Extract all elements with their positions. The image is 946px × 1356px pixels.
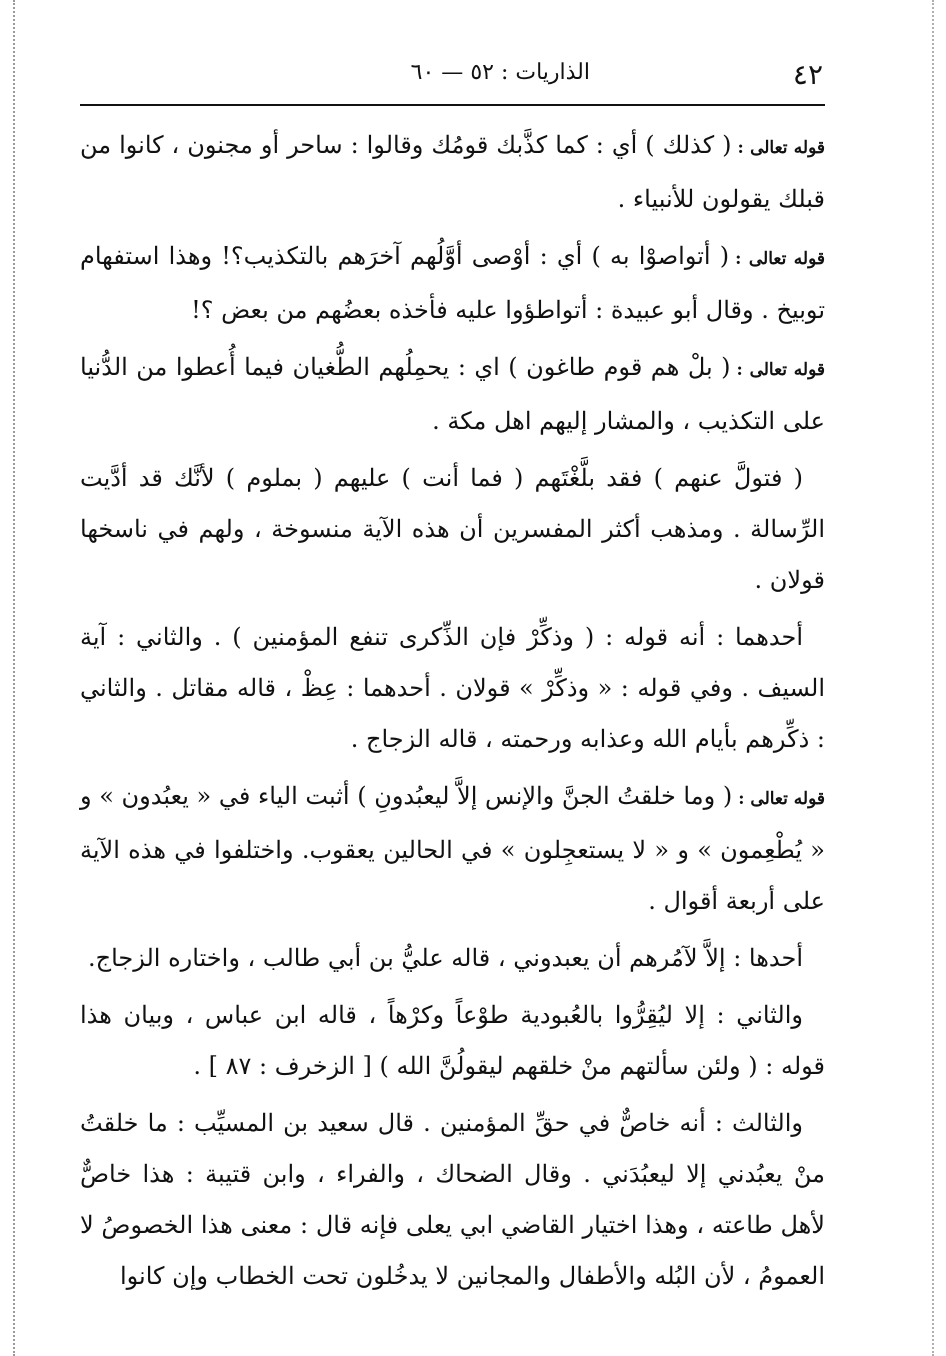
- paragraph-5: [80, 612, 825, 765]
- verse-lead: قوله تعالى :: [736, 360, 825, 380]
- paragraph-text: أحدها : إلاَّ لآمُرهم أن يعبدوني ، قاله عليُّ بن أبي طالب ، واختاره الزجاج.: [87, 944, 803, 972]
- verse-lead: قوله تعالى :: [735, 249, 825, 269]
- paragraph-text: ( أتواصوْا به ) أي : أوْصى أوَّلُهم آخرَهم بالتكذيب؟! وهذا استفهام توبيخ . وقال أبو عبيدة : أتواطؤوا عليه فأخذه بعضُهم من بعض ؟!: [80, 242, 825, 324]
- paragraph-7: [80, 933, 825, 984]
- paragraph-1: [80, 120, 825, 225]
- verse-lead: قوله تعالى :: [738, 789, 825, 809]
- page-header: [80, 50, 825, 100]
- paragraph-6: [80, 771, 825, 927]
- body-text: [80, 120, 825, 1302]
- paragraph-9: [80, 1098, 825, 1302]
- paragraph-text: ( فتولَّ عنهم ) فقد بلَّغْتَهم ( فما أنت ) عليهم ( بملوم ) لأنَّك قد أدَّيت الرِّسالة . ومذهب أكثر المفسرين أن هذه الآية منسوخة ، ولهم في ناسخها قولان .: [80, 464, 825, 594]
- quran-reference: [ الزخرف : ٨٧ ] .: [193, 1052, 372, 1080]
- right-scan-edge: [932, 0, 934, 1356]
- paragraph-4: [80, 453, 825, 606]
- header-rule: [80, 104, 825, 106]
- paragraph-text: أحدهما : أنه قوله : ( وذكِّرْ فإن الذِّكرى تنفع المؤمنين ) . والثاني : آية السيف . وفي قوله : « وذكِّرْ » قولان . أحدهما : عِظْ ، قاله مقاتل . والثاني : ذكِّرهم بأيام الله وعذابه ورحمته ، قاله الزجاج .: [80, 623, 825, 753]
- paragraph-text: ( وما خلقتُ الجنَّ والإنس إلاَّ ليعبُدونِ ) أثبت الياء في « يعبُدون » و « يُطْعِمون » و « لا يستعجِلون » في الحالين يعقوب. واختلفوا في هذه الآية على أربعة أقوال .: [80, 782, 825, 915]
- paragraph-text: والثالث : أنه خاصٌّ في حقِّ المؤمنين . قال سعيد بن المسيِّب : ما خلقتُ منْ يعبُدني إلا ليعبُدَني . وقال الضحاك ، والفراء ، وابن قتيبة : هذا خاصٌّ لأهل طاعته ، وهذا اختيار القاضي ابي يعلى فإنه قال : معنى هذا الخصوصُ لا العمومُ ، لأن البُله والأطفال والمجانين لا يدخُلون تحت الخطاب وإن كانوا: [80, 1109, 825, 1290]
- paragraph-3: [80, 342, 825, 447]
- paragraph-text: والثاني : إلا ليُقِرُّوا بالعُبودية طوْعاً وكرْهاً ، قاله ابن عباس ، وبيان هذا قوله : ( ولئن سألتهم منْ خلقهم ليقولُنَّ الله ): [80, 1001, 825, 1080]
- paragraph-8: [80, 990, 825, 1092]
- paragraph-text: ( بلْ هم قوم طاغون ) اي : يحمِلُهم الطُّغيان فيما أُعطوا من الدُّنيا على التكذيب ، والمشار إليهم اهل مكة .: [80, 353, 825, 435]
- page-number: ٤٢: [792, 58, 823, 91]
- left-scan-edge: [13, 0, 15, 1356]
- paragraph-2: [80, 231, 825, 336]
- verse-lead: قوله تعالى :: [737, 138, 826, 158]
- paragraph-text: ( كذلك ) أي : كما كذَّبك قومُك وقالوا : ساحر أو مجنون ، كانوا من قبلك يقولون للأنبياء .: [80, 131, 825, 213]
- running-title: الذاريات : ٥٢ — ٦٠: [410, 60, 590, 85]
